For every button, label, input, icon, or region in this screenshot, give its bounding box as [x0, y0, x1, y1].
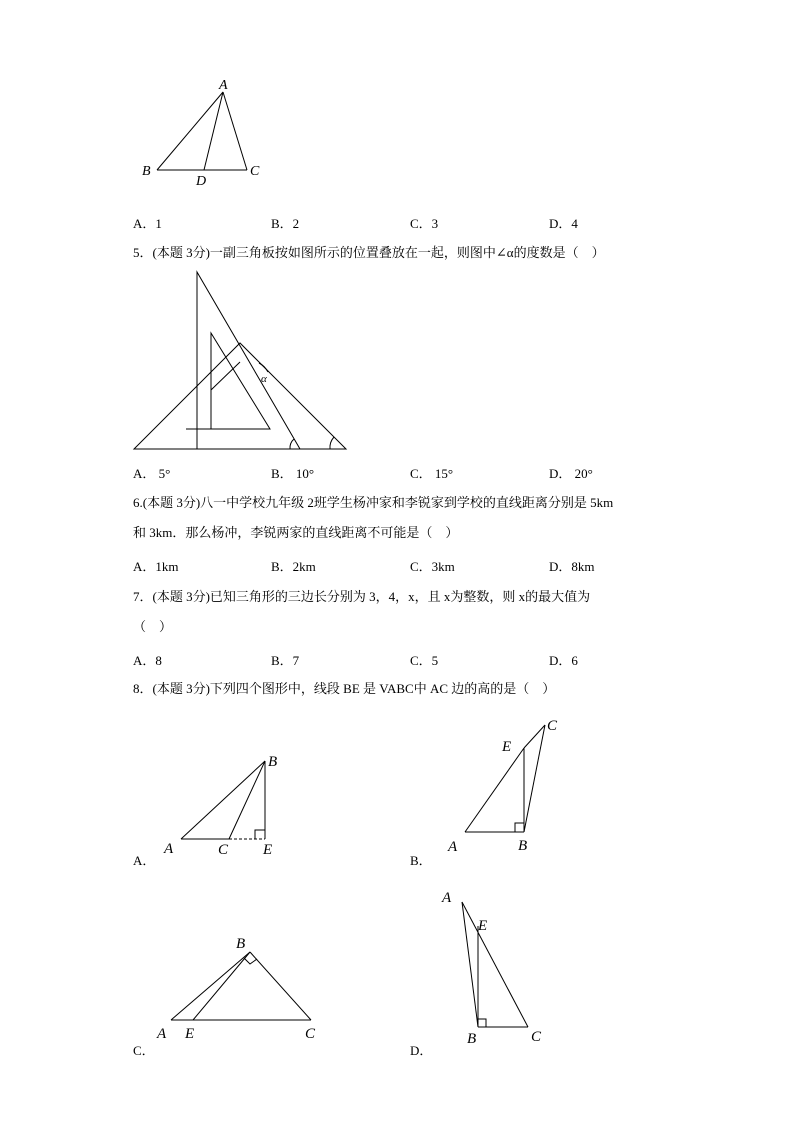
q5-angle-arc-1 [290, 439, 294, 449]
q5-option-a[interactable]: A． 5° [133, 466, 171, 481]
q7-option-c[interactable]: C．5 [410, 653, 439, 668]
q4-option-a[interactable]: A．1 [133, 216, 162, 231]
q7-stem-line2: （ ） [133, 619, 173, 634]
q8-figure-d [438, 885, 550, 1045]
q4-option-b[interactable]: B．2 [271, 216, 300, 231]
q5-angle-arc-2 [330, 437, 334, 449]
q6-option-b[interactable]: B．2km [271, 559, 316, 574]
q5-option-c[interactable]: C． 15° [410, 466, 454, 481]
q8a-label-a: A [164, 841, 174, 857]
q7-stem-line1: 7．(本题 3分)已知三角形的三边长分别为 3，4，x，且 x为整数，则 x的最大值为 [133, 589, 591, 604]
q6-stem-line2: 和 3km．那么杨冲，李锐两家的直线距离不可能是（ ） [133, 525, 459, 540]
q8c-label-c: C [305, 1026, 316, 1042]
q4-triangle-figure [130, 72, 270, 187]
q4-option-c[interactable]: C．3 [410, 216, 439, 231]
q8-option-d[interactable]: D． [410, 1043, 433, 1058]
q4-label-b: B [142, 164, 151, 179]
q8-option-b[interactable]: B． [410, 853, 432, 868]
q4-option-d[interactable]: D．4 [549, 216, 578, 231]
q7-option-d[interactable]: D．6 [549, 653, 578, 668]
q5-stem: 5．(本题 3分)一副三角板按如图所示的位置叠放在一起，则图中∠α的度数是（ ） [133, 245, 605, 260]
q6-option-d[interactable]: D．8km [549, 559, 595, 574]
q8b-label-a: A [448, 839, 458, 855]
q8b-label-b: B [518, 838, 528, 854]
q4-label-c: C [250, 164, 260, 179]
q4-side-ac [223, 92, 247, 170]
q8d-label-a: A [442, 890, 452, 906]
q5-triangle-45 [134, 343, 346, 449]
q8-option-c[interactable]: C． [133, 1043, 155, 1058]
q5-option-d[interactable]: D． 20° [549, 466, 593, 481]
q8-stem: 8．(本题 3分)下列四个图形中，线段 BE 是 VABC中 AC 边的高的是（ ） [133, 681, 556, 696]
q6-stem-line1: 6.(本题 3分)八一中学校九年级 2班学生杨冲家和李锐家到学校的直线距离分别是 5km [133, 495, 614, 510]
q5-alpha-arc [259, 363, 268, 372]
q7-option-b[interactable]: B．7 [271, 653, 300, 668]
q4-label-d: D [196, 174, 207, 187]
q8d-label-e: E [478, 918, 488, 934]
q8a-label-e: E [263, 842, 273, 858]
q8b-label-e: E [502, 739, 512, 755]
q8b-label-c: C [547, 718, 558, 734]
q4-label-a: A [219, 78, 228, 93]
q5-inner-line [211, 362, 240, 390]
q8c-label-a: A [157, 1026, 167, 1042]
q5-triangle-30-outer [197, 272, 300, 449]
q5-alpha-label: α [261, 373, 267, 385]
q7-option-a[interactable]: A．8 [133, 653, 162, 668]
q6-option-a[interactable]: A．1km [133, 559, 179, 574]
q8-option-a[interactable]: A． [133, 853, 156, 868]
q8a-label-c: C [218, 842, 229, 858]
q8d-label-c: C [531, 1029, 542, 1045]
q8c-label-b: B [236, 936, 246, 952]
q8-figure-b [444, 712, 564, 857]
q5-option-b[interactable]: B． 10° [271, 466, 315, 481]
q8d-label-b: B [467, 1031, 477, 1045]
q8-figure-c [150, 930, 330, 1045]
q8a-label-b: B [268, 754, 278, 770]
q5-set-squares-figure [130, 268, 352, 454]
q6-option-c[interactable]: C．3km [410, 559, 455, 574]
q8c-label-e: E [185, 1026, 195, 1042]
q8-figure-a [160, 748, 290, 858]
